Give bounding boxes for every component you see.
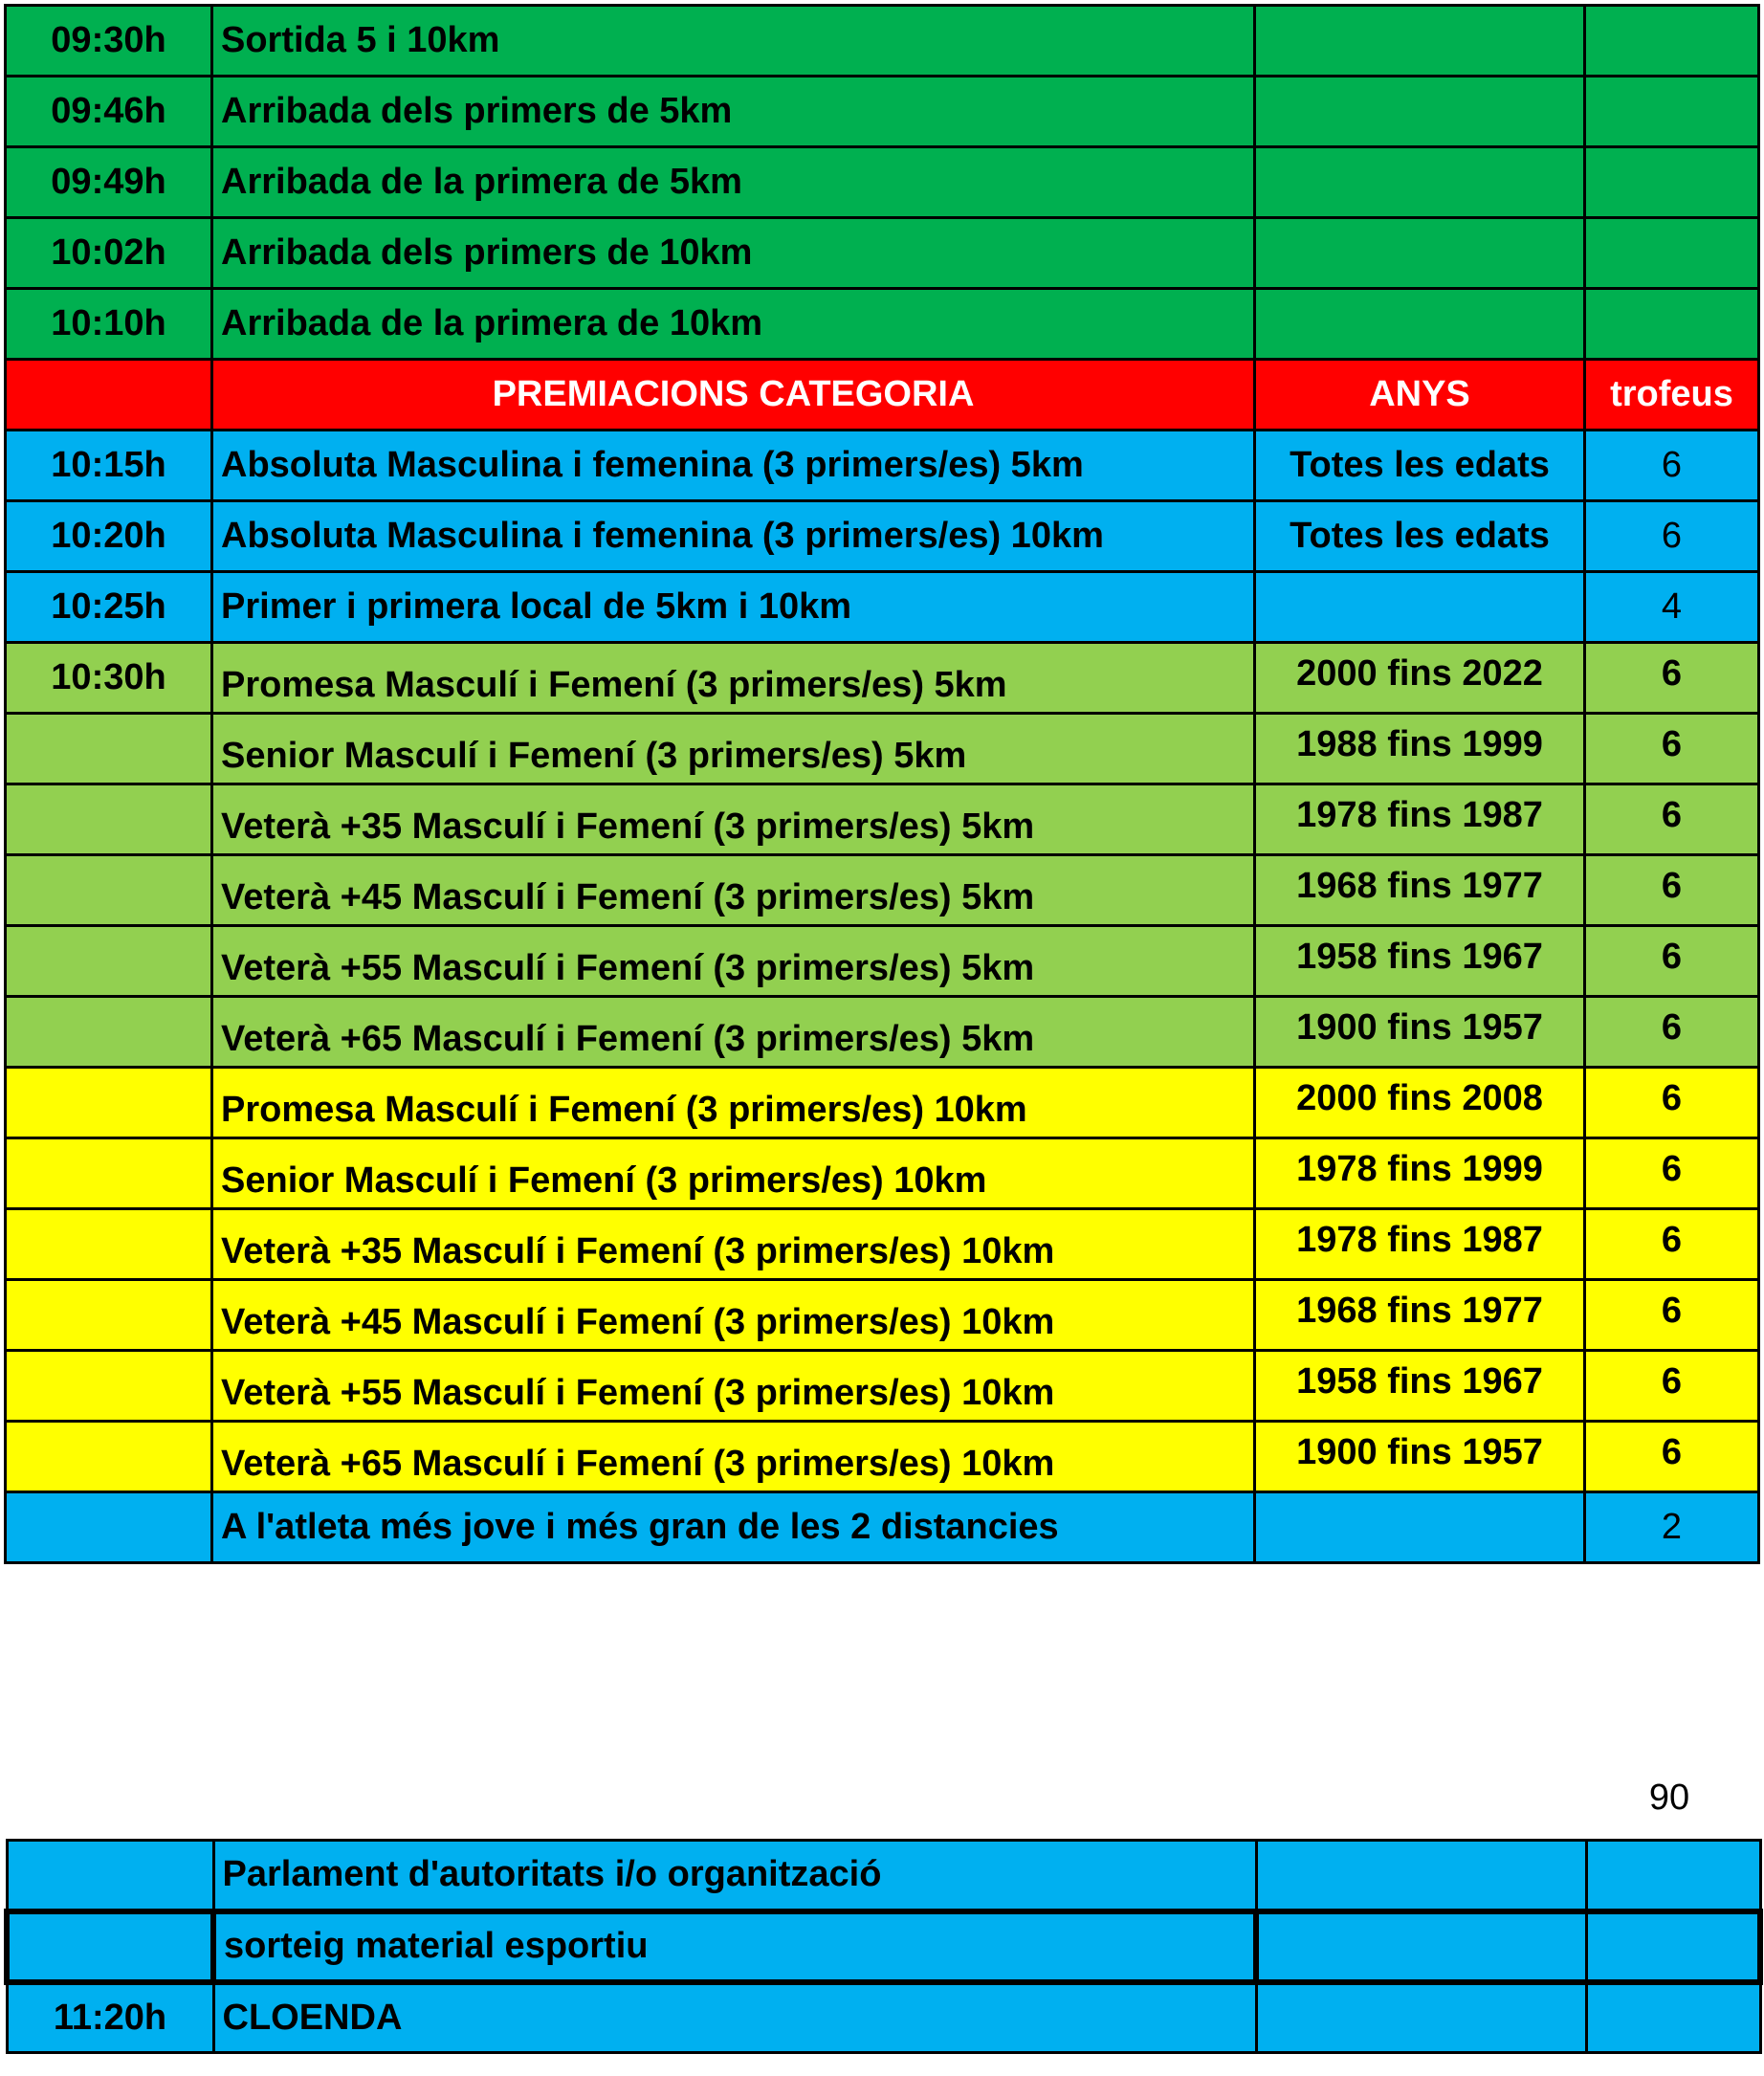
time-cell (6, 1492, 212, 1563)
description-cell: Veterà +35 Masculí i Femení (3 primers/es) 10km (212, 1209, 1255, 1280)
category-row (6, 855, 1759, 926)
schedule-table (4, 4, 1760, 1564)
time-cell: 10:02h (6, 218, 212, 289)
years-cell (1256, 1841, 1586, 1911)
time-cell: 10:25h (6, 572, 212, 643)
years-cell (1255, 572, 1585, 643)
category-row (6, 1209, 1759, 1280)
time-cell (6, 1351, 212, 1422)
trophies-cell: 6 (1585, 1280, 1759, 1351)
trophies-cell: 2 (1585, 1492, 1759, 1563)
years-cell: 1968 fins 1977 (1255, 855, 1585, 926)
category-row (6, 1351, 1759, 1422)
header-category: PREMIACIONS CATEGORIA (212, 360, 1255, 431)
time-cell (6, 1138, 212, 1209)
years-cell (1255, 77, 1585, 147)
trophies-cell (1585, 218, 1759, 289)
trophies-cell: 6 (1585, 643, 1759, 714)
schedule-body (6, 6, 1759, 1563)
closing-row (7, 1841, 1760, 1911)
years-cell: 1978 fins 1999 (1255, 1138, 1585, 1209)
time-cell: 09:46h (6, 77, 212, 147)
header-empty-cell (6, 360, 212, 431)
category-row (6, 1422, 1759, 1492)
description-cell: Parlament d'autoritats i/o organització (213, 1841, 1256, 1911)
trophies-cell: 6 (1585, 784, 1759, 855)
description-cell: Primer i primera local de 5km i 10km (212, 572, 1255, 643)
trophies-cell: 4 (1585, 572, 1759, 643)
description-cell: Absoluta Masculina i femenina (3 primers/es) 5km (212, 431, 1255, 501)
award-row (6, 501, 1759, 572)
closing-row (7, 1911, 1760, 1982)
trophies-cell: 6 (1585, 1351, 1759, 1422)
years-cell: 1900 fins 1957 (1255, 1422, 1585, 1492)
trophies-cell: 6 (1585, 1209, 1759, 1280)
time-cell: 10:30h (6, 643, 212, 714)
trophies-cell (1586, 1911, 1760, 1982)
description-cell: Promesa Masculí i Femení (3 primers/es) 10km (212, 1068, 1255, 1138)
category-row (6, 1280, 1759, 1351)
description-cell: Arribada de la primera de 10km (212, 289, 1255, 360)
arrival-row (6, 289, 1759, 360)
awards-header-row (6, 360, 1759, 431)
trophies-cell: 6 (1585, 714, 1759, 784)
category-row (6, 926, 1759, 997)
total-trophies: 90 (1648, 1778, 1690, 1818)
time-cell (6, 1068, 212, 1138)
trophies-cell (1585, 77, 1759, 147)
closing-body (7, 1841, 1760, 2053)
time-cell (7, 1841, 213, 1911)
trophies-cell: 6 (1585, 997, 1759, 1068)
trophies-cell (1585, 6, 1759, 77)
years-cell: 2000 fins 2022 (1255, 643, 1585, 714)
time-cell (6, 784, 212, 855)
years-cell: 1900 fins 1957 (1255, 997, 1585, 1068)
arrival-row (6, 147, 1759, 218)
time-cell (6, 1209, 212, 1280)
trophies-cell: 6 (1585, 926, 1759, 997)
years-cell (1256, 1982, 1586, 2053)
time-cell: 11:20h (7, 1982, 213, 2053)
years-cell: Totes les edats (1255, 431, 1585, 501)
description-cell: A l'atleta més jove i més gran de les 2 distancies (212, 1492, 1255, 1563)
time-cell: 10:15h (6, 431, 212, 501)
trophies-cell (1586, 1982, 1760, 2053)
years-cell (1255, 289, 1585, 360)
years-cell (1255, 218, 1585, 289)
trophies-cell: 6 (1585, 431, 1759, 501)
header-years: ANYS (1255, 360, 1585, 431)
years-cell: 1968 fins 1977 (1255, 1280, 1585, 1351)
trophies-cell (1585, 147, 1759, 218)
trophies-cell (1585, 289, 1759, 360)
award-row (6, 431, 1759, 501)
description-cell: Absoluta Masculina i femenina (3 primers/es) 10km (212, 501, 1255, 572)
time-cell: 09:49h (6, 147, 212, 218)
time-cell (6, 714, 212, 784)
category-row (6, 784, 1759, 855)
arrival-row (6, 218, 1759, 289)
category-row (6, 997, 1759, 1068)
description-cell: Veterà +65 Masculí i Femení (3 primers/es) 5km (212, 997, 1255, 1068)
time-cell (6, 926, 212, 997)
time-cell (7, 1911, 213, 1982)
trophies-cell: 6 (1585, 1422, 1759, 1492)
description-cell: Veterà +65 Masculí i Femení (3 primers/es) 10km (212, 1422, 1255, 1492)
category-row (6, 643, 1759, 714)
years-cell: 1978 fins 1987 (1255, 1209, 1585, 1280)
years-cell (1256, 1911, 1586, 1982)
description-cell: Veterà +55 Masculí i Femení (3 primers/es) 10km (212, 1351, 1255, 1422)
trophies-cell: 6 (1585, 1068, 1759, 1138)
time-cell (6, 1280, 212, 1351)
time-cell: 10:10h (6, 289, 212, 360)
trophies-cell: 6 (1585, 501, 1759, 572)
time-cell (6, 997, 212, 1068)
years-cell: 2000 fins 2008 (1255, 1068, 1585, 1138)
description-cell: CLOENDA (213, 1982, 1256, 2053)
description-cell: Veterà +45 Masculí i Femení (3 primers/es) 10km (212, 1280, 1255, 1351)
years-cell (1255, 6, 1585, 77)
years-cell (1255, 1492, 1585, 1563)
closing-table (4, 1839, 1763, 2054)
years-cell: 1988 fins 1999 (1255, 714, 1585, 784)
trophies-cell: 6 (1585, 855, 1759, 926)
time-cell: 09:30h (6, 6, 212, 77)
description-cell: Senior Masculí i Femení (3 primers/es) 5km (212, 714, 1255, 784)
years-cell: Totes les edats (1255, 501, 1585, 572)
years-cell: 1958 fins 1967 (1255, 926, 1585, 997)
description-cell: Arribada de la primera de 5km (212, 147, 1255, 218)
special-award-row (6, 1492, 1759, 1563)
time-cell: 10:20h (6, 501, 212, 572)
trophies-cell: 6 (1585, 1138, 1759, 1209)
description-cell: sorteig material esportiu (213, 1911, 1256, 1982)
description-cell: Promesa Masculí i Femení (3 primers/es) 5km (212, 643, 1255, 714)
years-cell: 1978 fins 1987 (1255, 784, 1585, 855)
time-cell (6, 855, 212, 926)
trophies-cell (1586, 1841, 1760, 1911)
description-cell: Veterà +55 Masculí i Femení (3 primers/es) 5km (212, 926, 1255, 997)
description-cell: Veterà +45 Masculí i Femení (3 primers/es) 5km (212, 855, 1255, 926)
years-cell: 1958 fins 1967 (1255, 1351, 1585, 1422)
award-row (6, 572, 1759, 643)
category-row (6, 714, 1759, 784)
category-row (6, 1138, 1759, 1209)
years-cell (1255, 147, 1585, 218)
category-row (6, 1068, 1759, 1138)
closing-row (7, 1982, 1760, 2053)
description-cell: Sortida 5 i 10km (212, 6, 1255, 77)
header-trophies: trofeus (1585, 360, 1759, 431)
arrival-row (6, 77, 1759, 147)
description-cell: Senior Masculí i Femení (3 primers/es) 10km (212, 1138, 1255, 1209)
description-cell: Arribada dels primers de 10km (212, 218, 1255, 289)
description-cell: Veterà +35 Masculí i Femení (3 primers/es) 5km (212, 784, 1255, 855)
time-cell (6, 1422, 212, 1492)
arrival-row (6, 6, 1759, 77)
description-cell: Arribada dels primers de 5km (212, 77, 1255, 147)
